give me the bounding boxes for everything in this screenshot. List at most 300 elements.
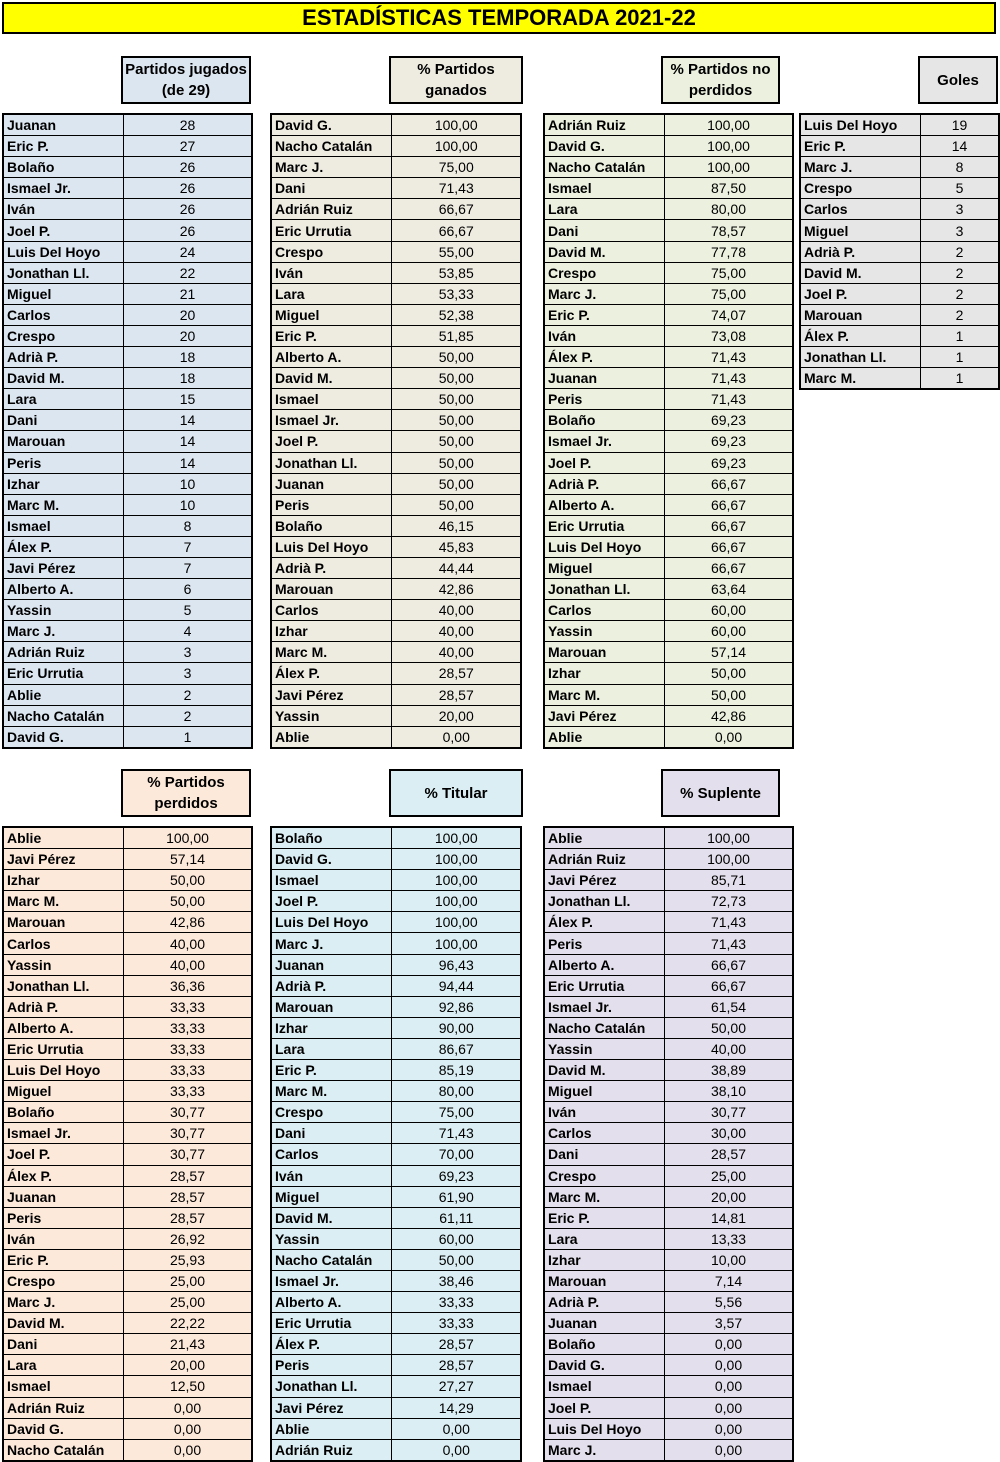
table-row [544, 304, 793, 325]
stat-value: 100,00 [392, 891, 521, 912]
stat-value: 50,00 [665, 1017, 794, 1038]
table-row [3, 726, 252, 748]
stat-value: 71,43 [665, 368, 794, 389]
player-name: David M. [271, 1207, 392, 1228]
player-name: Joel P. [544, 452, 665, 473]
player-name: Marc M. [544, 1186, 665, 1207]
table-row [271, 473, 521, 494]
stat-value: 20,00 [124, 1355, 253, 1376]
stat-value: 50,00 [392, 452, 521, 473]
player-name: Marouan [800, 304, 921, 325]
table-row [544, 347, 793, 368]
stat-value: 40,00 [665, 1038, 794, 1059]
stat-value: 25,00 [124, 1270, 253, 1291]
player-name: Luis Del Hoyo [3, 241, 124, 262]
player-name: Ismael [544, 1376, 665, 1397]
player-name: Ismael Jr. [3, 178, 124, 199]
table-row [271, 178, 521, 199]
table-row [544, 452, 793, 473]
table-row [544, 1439, 793, 1461]
stat-value: 7 [124, 557, 253, 578]
stat-value: 27 [124, 136, 253, 157]
stat-value: 7 [124, 536, 253, 557]
table-row [544, 642, 793, 663]
table-row [3, 452, 252, 473]
table-row [271, 1334, 521, 1355]
stat-value: 85,71 [665, 870, 794, 891]
table-row [544, 579, 793, 600]
table-row [3, 827, 252, 849]
table-row [544, 933, 793, 954]
player-name: Luis Del Hoyo [271, 912, 392, 933]
player-name: Izhar [271, 1017, 392, 1038]
table-row [544, 515, 793, 536]
table-row [800, 262, 999, 283]
stat-value: 28 [124, 114, 253, 136]
stat-value: 0,00 [665, 1334, 794, 1355]
stat-value: 13,33 [665, 1228, 794, 1249]
player-name: Miguel [271, 1186, 392, 1207]
table-row [3, 114, 252, 136]
table-row [544, 536, 793, 557]
stat-value: 50,00 [392, 1249, 521, 1270]
table-row [3, 1313, 252, 1334]
stat-value: 38,10 [665, 1081, 794, 1102]
stat-value: 5 [124, 600, 253, 621]
stat-value: 80,00 [392, 1081, 521, 1102]
player-name: Marouan [3, 431, 124, 452]
player-name: Joel P. [271, 431, 392, 452]
player-name: Ablie [3, 684, 124, 705]
player-name: Lara [271, 1038, 392, 1059]
stat-value: 26,92 [124, 1228, 253, 1249]
table-row [271, 1313, 521, 1334]
table-row [544, 283, 793, 304]
stat-value: 100,00 [665, 114, 794, 136]
table-row [271, 1102, 521, 1123]
stat-value: 66,67 [665, 515, 794, 536]
table-row [3, 684, 252, 705]
player-name: Eric P. [3, 136, 124, 157]
player-name: Carlos [3, 304, 124, 325]
table-row [271, 1144, 521, 1165]
player-name: Marc J. [3, 621, 124, 642]
player-name: Ismael [544, 178, 665, 199]
stat-value: 2 [921, 304, 1000, 325]
player-name: Marc J. [544, 283, 665, 304]
table-row [544, 473, 793, 494]
player-name: Ismael Jr. [3, 1123, 124, 1144]
stat-value: 0,00 [124, 1439, 253, 1461]
player-name: Bolaño [271, 827, 392, 849]
stat-value: 0,00 [665, 726, 794, 748]
stat-value: 53,33 [392, 283, 521, 304]
stat-value: 19 [921, 114, 1000, 136]
table-row [271, 1270, 521, 1291]
stat-value: 40,00 [124, 954, 253, 975]
stat-value: 33,33 [124, 996, 253, 1017]
table-row [3, 1060, 252, 1081]
player-name: Miguel [3, 283, 124, 304]
table-row [3, 389, 252, 410]
player-name: Crespo [800, 178, 921, 199]
stat-value: 26 [124, 157, 253, 178]
table-row [271, 220, 521, 241]
player-name: Alberto A. [3, 579, 124, 600]
stat-value: 20 [124, 325, 253, 346]
player-name: Eric Urrutia [271, 220, 392, 241]
stat-value: 5 [921, 178, 1000, 199]
player-name: David G. [271, 114, 392, 136]
player-name: Marc M. [3, 891, 124, 912]
player-name: Juanan [271, 473, 392, 494]
table-row [271, 1249, 521, 1270]
stat-value: 15 [124, 389, 253, 410]
player-name: Álex P. [271, 1334, 392, 1355]
player-name: Miguel [271, 304, 392, 325]
player-name: Carlos [271, 1144, 392, 1165]
table-row [271, 1017, 521, 1038]
page-title: ESTADÍSTICAS TEMPORADA 2021-22 [2, 2, 996, 34]
stat-value: 100,00 [392, 114, 521, 136]
player-name: Adrián Ruiz [3, 642, 124, 663]
table-suplente [543, 826, 794, 1462]
stat-value: 100,00 [392, 136, 521, 157]
table-row [3, 600, 252, 621]
stat-value: 21 [124, 283, 253, 304]
stat-value: 28,57 [392, 1355, 521, 1376]
header-partidos-perdidos: % Partidos perdidos [121, 769, 251, 817]
table-row [3, 368, 252, 389]
player-name: Peris [3, 452, 124, 473]
stat-value: 2 [921, 241, 1000, 262]
player-name: Marc M. [271, 642, 392, 663]
stat-value: 28,57 [392, 1334, 521, 1355]
table-row [271, 684, 521, 705]
table-row [544, 1060, 793, 1081]
player-name: Peris [271, 494, 392, 515]
player-name: Adrià P. [544, 1292, 665, 1313]
table-row [271, 262, 521, 283]
player-name: David G. [544, 1355, 665, 1376]
table-row [3, 1165, 252, 1186]
player-name: Adrián Ruiz [3, 1397, 124, 1418]
stat-value: 20,00 [665, 1186, 794, 1207]
player-name: Javi Pérez [544, 705, 665, 726]
player-name: Iván [544, 1102, 665, 1123]
stat-value: 0,00 [124, 1397, 253, 1418]
table-row [3, 1207, 252, 1228]
player-name: Álex P. [3, 1165, 124, 1186]
table-row [3, 283, 252, 304]
player-name: Eric P. [544, 304, 665, 325]
stat-value: 42,86 [665, 705, 794, 726]
table-row [544, 368, 793, 389]
player-name: Adrián Ruiz [271, 199, 392, 220]
player-name: Ismael Jr. [544, 996, 665, 1017]
header-goles: Goles [918, 56, 998, 104]
table-row [271, 431, 521, 452]
table-row [544, 1165, 793, 1186]
stat-value: 0,00 [665, 1439, 794, 1461]
table-row [544, 726, 793, 748]
player-name: Marc J. [271, 157, 392, 178]
table-row [3, 849, 252, 870]
stat-value: 100,00 [392, 870, 521, 891]
table-titular [270, 826, 522, 1462]
stat-value: 38,46 [392, 1270, 521, 1291]
player-name: Alberto A. [271, 1292, 392, 1313]
stat-value: 0,00 [392, 726, 521, 748]
player-name: Izhar [271, 621, 392, 642]
player-name: Eric P. [271, 325, 392, 346]
player-name: Jonathan Ll. [3, 262, 124, 283]
table-row [271, 1418, 521, 1439]
player-name: Nacho Catalán [3, 1439, 124, 1461]
table-row [271, 241, 521, 262]
stat-value: 71,43 [392, 178, 521, 199]
table-row [271, 870, 521, 891]
player-name: Ablie [3, 827, 124, 849]
player-name: Álex P. [544, 912, 665, 933]
stat-value: 3 [124, 663, 253, 684]
table-row [544, 996, 793, 1017]
stat-value: 69,23 [392, 1165, 521, 1186]
table-row [3, 178, 252, 199]
stat-value: 90,00 [392, 1017, 521, 1038]
table-row [271, 600, 521, 621]
stat-value: 45,83 [392, 536, 521, 557]
stat-value: 28,57 [392, 663, 521, 684]
stat-value: 21,43 [124, 1334, 253, 1355]
stat-value: 100,00 [665, 827, 794, 849]
player-name: Jonathan Ll. [271, 452, 392, 473]
stat-value: 50,00 [392, 431, 521, 452]
table-row [271, 283, 521, 304]
stat-value: 33,33 [392, 1292, 521, 1313]
stat-value: 6 [124, 579, 253, 600]
stat-value: 14 [124, 431, 253, 452]
stat-value: 50,00 [124, 870, 253, 891]
table-row [271, 726, 521, 748]
player-name: Ismael [271, 389, 392, 410]
stat-value: 3 [921, 220, 1000, 241]
stat-value: 40,00 [392, 621, 521, 642]
stat-value: 50,00 [392, 368, 521, 389]
stat-value: 1 [921, 325, 1000, 346]
stat-value: 73,08 [665, 325, 794, 346]
player-name: Juanan [3, 1186, 124, 1207]
stat-value: 75,00 [665, 262, 794, 283]
header-partidos-jugados: Partidos jugados (de 29) [121, 56, 251, 104]
player-name: Joel P. [544, 1397, 665, 1418]
stat-value: 50,00 [665, 684, 794, 705]
stat-value: 14,81 [665, 1207, 794, 1228]
player-name: Lara [544, 1228, 665, 1249]
table-row [271, 1123, 521, 1144]
table-row [3, 410, 252, 431]
table-row [271, 325, 521, 346]
table-row [271, 494, 521, 515]
stat-value: 50,00 [392, 473, 521, 494]
player-name: Joel P. [271, 891, 392, 912]
table-row [3, 912, 252, 933]
stat-value: 33,33 [392, 1313, 521, 1334]
table-row [800, 347, 999, 368]
table-row [544, 241, 793, 262]
stat-value: 78,57 [665, 220, 794, 241]
table-row [3, 1249, 252, 1270]
table-row [544, 1038, 793, 1059]
table-row [544, 891, 793, 912]
table-row [544, 1017, 793, 1038]
player-name: Jonathan Ll. [544, 891, 665, 912]
table-row [3, 325, 252, 346]
table-row [271, 410, 521, 431]
table-row [544, 684, 793, 705]
table-row [3, 557, 252, 578]
stat-value: 100,00 [392, 827, 521, 849]
player-name: Ismael [3, 1376, 124, 1397]
table-row [271, 1439, 521, 1461]
stat-value: 12,50 [124, 1376, 253, 1397]
stat-value: 28,57 [665, 1144, 794, 1165]
player-name: Adrià P. [271, 975, 392, 996]
table-row [3, 975, 252, 996]
table-row [3, 515, 252, 536]
stat-value: 20 [124, 304, 253, 325]
table-row [3, 347, 252, 368]
player-name: Alberto A. [544, 954, 665, 975]
player-name: Javi Pérez [271, 684, 392, 705]
player-name: Eric Urrutia [271, 1313, 392, 1334]
table-row [271, 157, 521, 178]
player-name: Lara [544, 199, 665, 220]
player-name: Eric Urrutia [3, 1038, 124, 1059]
table-row [3, 199, 252, 220]
player-name: Luis Del Hoyo [544, 1418, 665, 1439]
player-name: Peris [3, 1207, 124, 1228]
table-partidos-ganados [270, 113, 522, 749]
stat-value: 50,00 [392, 347, 521, 368]
stat-value: 20,00 [392, 705, 521, 726]
stat-value: 2 [124, 705, 253, 726]
player-name: Crespo [544, 262, 665, 283]
table-row [3, 933, 252, 954]
table-row [544, 1102, 793, 1123]
table-row [544, 136, 793, 157]
stat-value: 0,00 [124, 1418, 253, 1439]
table-row [271, 515, 521, 536]
stat-value: 30,77 [124, 1102, 253, 1123]
stat-value: 100,00 [665, 849, 794, 870]
table-row [271, 975, 521, 996]
stat-value: 75,00 [665, 283, 794, 304]
player-name: Luis Del Hoyo [3, 1060, 124, 1081]
table-row [544, 1292, 793, 1313]
table-row [544, 199, 793, 220]
player-name: Álex P. [544, 347, 665, 368]
table-row [271, 1038, 521, 1059]
table-row [3, 1102, 252, 1123]
stat-value: 61,54 [665, 996, 794, 1017]
table-row [800, 304, 999, 325]
stat-value: 5,56 [665, 1292, 794, 1313]
stat-value: 69,23 [665, 431, 794, 452]
stat-value: 52,38 [392, 304, 521, 325]
player-name: Juanan [544, 368, 665, 389]
stat-value: 46,15 [392, 515, 521, 536]
table-row [271, 954, 521, 975]
stat-value: 85,19 [392, 1060, 521, 1081]
table-row [271, 347, 521, 368]
stat-value: 75,00 [392, 1102, 521, 1123]
player-name: Bolaño [3, 157, 124, 178]
stat-value: 66,67 [665, 975, 794, 996]
player-name: Dani [271, 1123, 392, 1144]
table-row [271, 849, 521, 870]
table-row [3, 1418, 252, 1439]
stat-value: 66,67 [665, 536, 794, 557]
player-name: Eric Urrutia [3, 663, 124, 684]
player-name: Yassin [544, 621, 665, 642]
player-name: Miguel [3, 1081, 124, 1102]
stat-value: 50,00 [392, 494, 521, 515]
player-name: Marc J. [271, 933, 392, 954]
stat-value: 92,86 [392, 996, 521, 1017]
table-row [544, 1270, 793, 1291]
table-row [544, 600, 793, 621]
header-partidos-no-perdidos: % Partidos no perdidos [661, 56, 780, 104]
table-row [800, 199, 999, 220]
stat-value: 66,67 [392, 220, 521, 241]
player-name: Alberto A. [3, 1017, 124, 1038]
player-name: Izhar [3, 473, 124, 494]
player-name: Jonathan Ll. [3, 975, 124, 996]
stat-value: 53,85 [392, 262, 521, 283]
player-name: Marouan [544, 642, 665, 663]
stat-value: 38,89 [665, 1060, 794, 1081]
stat-value: 0,00 [392, 1418, 521, 1439]
stat-value: 100,00 [392, 849, 521, 870]
table-row [271, 1186, 521, 1207]
player-name: Nacho Catalán [271, 136, 392, 157]
table-row [544, 1334, 793, 1355]
table-row [271, 452, 521, 473]
table-row [544, 1123, 793, 1144]
table-row [271, 912, 521, 933]
table-row [544, 494, 793, 515]
stat-value: 26 [124, 199, 253, 220]
stat-value: 1 [921, 368, 1000, 390]
player-name: Lara [3, 1355, 124, 1376]
stat-value: 28,57 [392, 684, 521, 705]
player-name: David M. [271, 368, 392, 389]
player-name: Dani [544, 1144, 665, 1165]
player-name: Marouan [544, 1270, 665, 1291]
stat-value: 100,00 [392, 912, 521, 933]
player-name: Lara [271, 283, 392, 304]
table-goles [799, 113, 1000, 390]
player-name: Eric P. [271, 1060, 392, 1081]
stat-value: 22 [124, 262, 253, 283]
player-name: Ismael [271, 870, 392, 891]
table-row [3, 220, 252, 241]
header-partidos-ganados: % Partidos ganados [389, 56, 523, 104]
table-row [544, 220, 793, 241]
stat-value: 18 [124, 347, 253, 368]
stat-value: 71,43 [665, 912, 794, 933]
